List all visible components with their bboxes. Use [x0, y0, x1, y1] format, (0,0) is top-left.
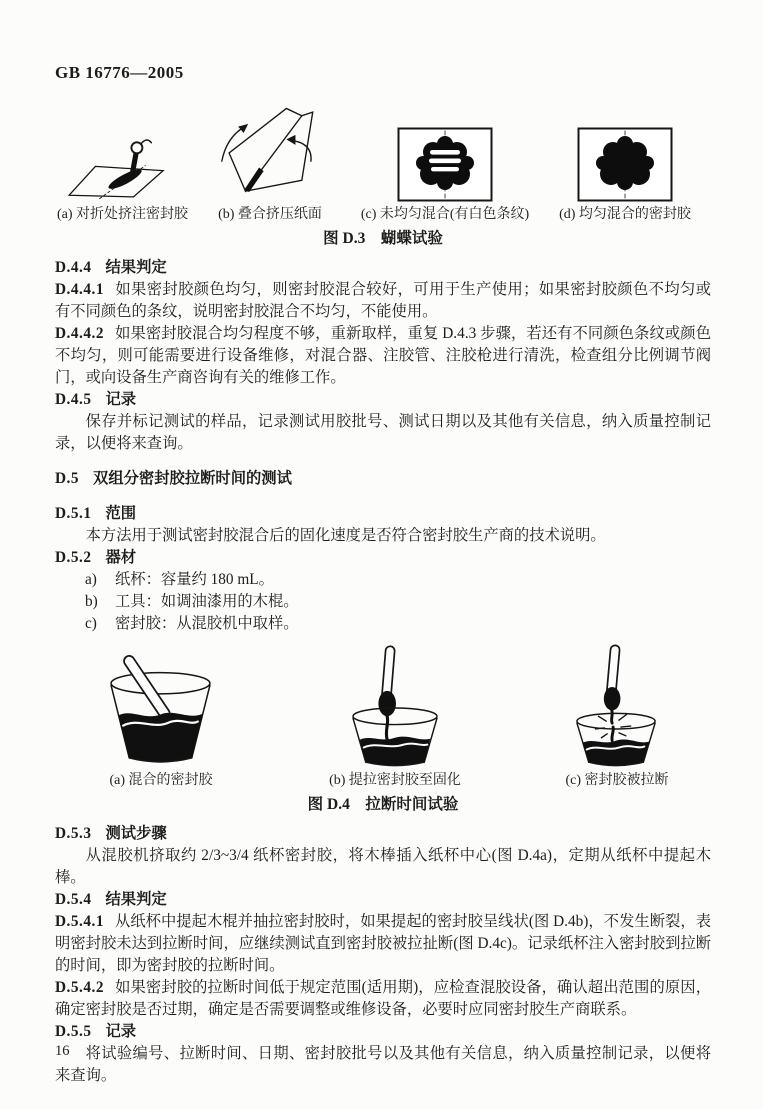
- heading-d55: [55, 1021, 711, 1043]
- paragraph-d441: [55, 279, 711, 323]
- heading-text: 器材: [105, 549, 137, 566]
- clause-number: D.4.4.2: [55, 325, 104, 342]
- figure-d3-title: 图 D.3 蝴蝶试验: [323, 230, 443, 247]
- paragraph-text: 如果密封胶混合均匀程度不够，重新取样，重复 D.4.3 步骤，若还有不同颜色条纹或颜色不均匀，则可能需要进行设备维修，对混合器、注胶管、注胶枪进行清洗，检查组分比例调节阀门，或向设备生产商咨询有关的维修工作。: [55, 325, 711, 386]
- heading-d44: [55, 257, 711, 279]
- list-item: [55, 591, 711, 613]
- figure-d3-c: [350, 127, 540, 224]
- even-mix-blob-drawing: [577, 127, 673, 203]
- figure-d3-c-caption: (c) 未均匀混合(有白色条纹): [360, 207, 530, 222]
- clause-number: D.4.5: [55, 391, 92, 408]
- figure-d4-title: 图 D.4 拉断时间试验: [307, 796, 459, 813]
- heading-text: 范围: [105, 505, 137, 522]
- figure-d3-b-caption: (b) 叠合挤压纸面: [218, 207, 322, 222]
- figure-d4-c-caption: (c) 密封胶被拉断: [565, 773, 669, 788]
- paragraph-d55: 将试验编号、拉断时间、日期、密封胶批号以及其他有关信息，纳入质量控制记录，以便将来查询。: [55, 1045, 711, 1084]
- figure-d3-a-caption: (a) 对折处挤注密封胶: [56, 207, 189, 222]
- figure-d4-b: [267, 644, 523, 790]
- list-marker: a): [85, 571, 97, 588]
- figure-d4-a: [55, 653, 267, 790]
- clause-number: D.5.2: [55, 549, 92, 566]
- cup-with-stick-drawing: [107, 653, 215, 769]
- uneven-mix-blob-drawing: [397, 127, 493, 203]
- list-item: [55, 569, 711, 591]
- list-item-text: 纸杯：容量约 180 mL。: [115, 571, 274, 588]
- list-marker: c): [85, 615, 97, 632]
- figure-d3-a: [55, 118, 190, 224]
- standard-number: GB 16776—2005: [55, 63, 184, 82]
- sealant-snapped-drawing: [572, 644, 662, 769]
- heading-text: 记录: [105, 1023, 137, 1040]
- heading-d52: [55, 547, 711, 569]
- heading-text: 结果判定: [105, 891, 167, 908]
- figure-d4-a-caption: (a) 混合的密封胶: [109, 773, 213, 788]
- page-number: 16: [55, 1043, 70, 1059]
- paragraph-d45: 保存并标记测试的样品，记录测试用胶批号、测试日期以及其他有关信息，纳入质量控制记录，以便将来查询。: [55, 413, 711, 452]
- figure-d4-b-caption: (b) 提拉密封胶至固化: [329, 773, 461, 788]
- heading-text: 双组分密封胶拉断时间的测试: [93, 470, 292, 487]
- apparatus-list: [55, 569, 711, 635]
- figure-d3-b: [190, 103, 350, 224]
- figure-d3: [55, 103, 711, 224]
- clause-number: D.5.4.2: [55, 979, 104, 996]
- paragraph-d542: [55, 977, 711, 1021]
- folded-sheet-drawing: [209, 103, 331, 203]
- paragraph-d442: [55, 323, 711, 389]
- clause-number: D.5.4: [55, 891, 92, 908]
- clause-number: D.5.3: [55, 825, 92, 842]
- paragraph-text: 从纸杯中提起木棍并抽拉密封胶时，如果提起的密封胶呈线状(图 D.4b)，不发生断裂，表明密封胶未达到拉断时间，应继续测试直到密封胶被拉扯断(图 D.4c)。记录纸杯注入密封胶到拉断的时间，即为密封胶的拉断时间。: [55, 913, 711, 974]
- heading-text: 记录: [105, 391, 137, 408]
- clause-number: D.5: [55, 470, 80, 487]
- page-body: [55, 103, 711, 1087]
- figure-d4: [55, 644, 711, 816]
- figure-d3-d: [540, 127, 710, 224]
- heading-d51: [55, 503, 711, 525]
- sealant-bead-on-sheet-drawing: [59, 118, 186, 203]
- stick-pulling-sealant-drawing: [350, 644, 440, 769]
- list-item-text: 密封胶：从混胶机中取样。: [115, 615, 299, 632]
- clause-number: D.4.4.1: [55, 281, 104, 298]
- figure-d3-d-caption: (d) 均匀混合的密封胶: [559, 207, 691, 222]
- figure-d4-c: [523, 644, 711, 790]
- paragraph-d51: 本方法用于测试密封胶混合后的固化速度是否符合密封胶生产商的技术说明。: [85, 527, 606, 544]
- list-marker: b): [85, 593, 98, 610]
- figure-d4-row: [55, 644, 711, 790]
- list-item: [55, 613, 711, 635]
- heading-text: 结果判定: [105, 259, 167, 276]
- heading-d45: [55, 389, 711, 411]
- paragraph-text: 如果密封胶颜色均匀，则密封胶混合较好，可用于生产使用；如果密封胶颜色不均匀或有不同颜色的条纹，说明密封胶混合不均匀，不能使用。: [55, 281, 711, 320]
- paragraph-d53: 从混胶机挤取约 2/3~3/4 纸杯密封胶，将木棒插入纸杯中心(图 D.4a)，定期从纸杯中提起木棒。: [55, 847, 711, 886]
- heading-text: 测试步骤: [105, 825, 167, 842]
- heading-d5: [55, 468, 711, 490]
- list-item-text: 工具：如调油漆用的木棍。: [115, 593, 299, 610]
- clause-number: D.5.1: [55, 505, 92, 522]
- clause-number: D.4.4: [55, 259, 92, 276]
- clause-number: D.5.4.1: [55, 913, 104, 930]
- paragraph-d541: [55, 911, 711, 977]
- heading-d54: [55, 889, 711, 911]
- paragraph-text: 如果密封胶的拉断时间低于规定范围(适用期)，应检查混胶设备，确认超出范围的原因，确定密封胶是否过期，确定是否需要调整或维修设备，必要时应同密封胶生产商联系。: [55, 979, 711, 1018]
- clause-number: D.5.5: [55, 1023, 92, 1040]
- heading-d53: [55, 823, 711, 845]
